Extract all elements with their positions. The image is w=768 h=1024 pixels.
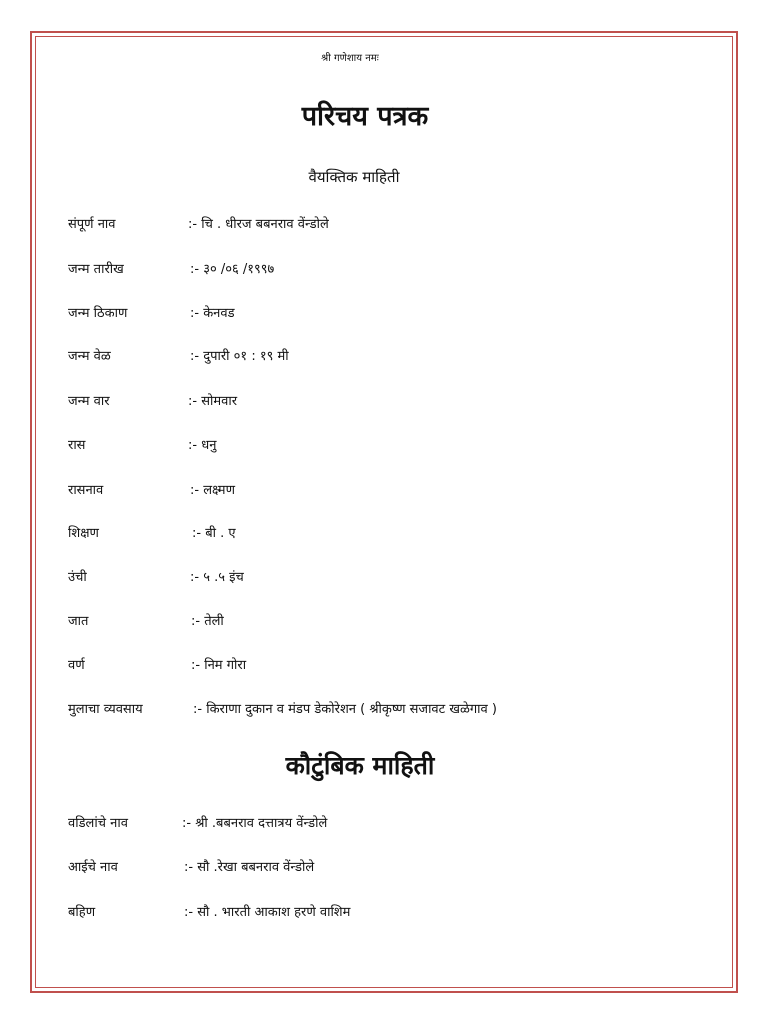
personal-row-caste: [0, 611, 768, 635]
personal-row-zodiac: [0, 435, 768, 459]
page-title: परिचय पत्रक: [301, 101, 429, 132]
personal-row-occupation: [0, 699, 768, 723]
field-label: जन्म तारीख: [68, 262, 124, 277]
field-label: रास: [68, 438, 86, 453]
personal-row-birth-date: [0, 259, 768, 283]
field-label: संपूर्ण नाव: [68, 217, 116, 232]
field-label: जन्म वेळ: [68, 349, 111, 364]
field-value: :- ३० /०६ /१९९७: [190, 262, 275, 277]
field-value: :- किराणा दुकान व मंडप डेकोरेशन ( श्रीकृष्ण सजावट खळेगाव ): [193, 702, 497, 717]
field-value: :- लक्ष्मण: [190, 483, 235, 498]
field-value: :- सौ . भारती आकाश हरणे वाशिम: [184, 905, 351, 920]
field-value: :- सोमवार: [188, 394, 238, 409]
personal-row-birth-place: [0, 303, 768, 327]
personal-row-birth-time: [0, 346, 768, 370]
personal-row-zodiac-name: [0, 480, 768, 504]
family-row-sister: [0, 902, 768, 926]
personal-row-full-name: [0, 214, 768, 238]
field-label: वर्ण: [68, 658, 85, 673]
field-value: :- तेली: [191, 614, 224, 629]
field-value: :- सौ .रेखा बबनराव वेंन्डोले: [184, 860, 315, 875]
field-label: मुलाचा व्यवसाय: [68, 702, 143, 717]
field-label: वडिलांचे नाव: [68, 816, 128, 831]
field-value: :- निम गोरा: [191, 658, 247, 673]
personal-row-complexion: [0, 655, 768, 679]
field-label: शिक्षण: [68, 526, 99, 541]
personal-row-birth-day: [0, 391, 768, 415]
field-label: जन्म ठिकाण: [68, 306, 128, 321]
field-value: :- श्री .बबनराव दत्तात्रय वेंन्डोले: [182, 816, 328, 831]
field-value: :- केनवड: [190, 306, 235, 321]
field-label: उंची: [68, 570, 87, 585]
family-row-father-name: [0, 813, 768, 837]
field-label: जात: [68, 614, 89, 629]
field-value: :- चि . धीरज बबनराव वेंन्डोले: [188, 217, 329, 232]
field-value: :- दुपारी ०१ : १९ मी: [190, 349, 289, 364]
field-label: बहिण: [68, 905, 96, 920]
family-row-mother-name: [0, 857, 768, 881]
personal-row-height: [0, 567, 768, 591]
field-label: रासनाव: [68, 483, 104, 498]
field-value: :- बी . ए: [192, 526, 236, 541]
personal-row-education: [0, 523, 768, 547]
invocation-text: श्री गणेशाय नमः: [321, 53, 379, 64]
field-label: आईचे नाव: [68, 860, 118, 875]
family-info-heading: कौटुंबिक माहिती: [285, 751, 435, 780]
field-label: जन्म वार: [68, 394, 110, 409]
field-value: :- ५ .५ इंच: [190, 570, 244, 585]
personal-info-heading: वैयक्तिक माहिती: [308, 168, 400, 186]
field-value: :- धनु: [188, 438, 217, 453]
